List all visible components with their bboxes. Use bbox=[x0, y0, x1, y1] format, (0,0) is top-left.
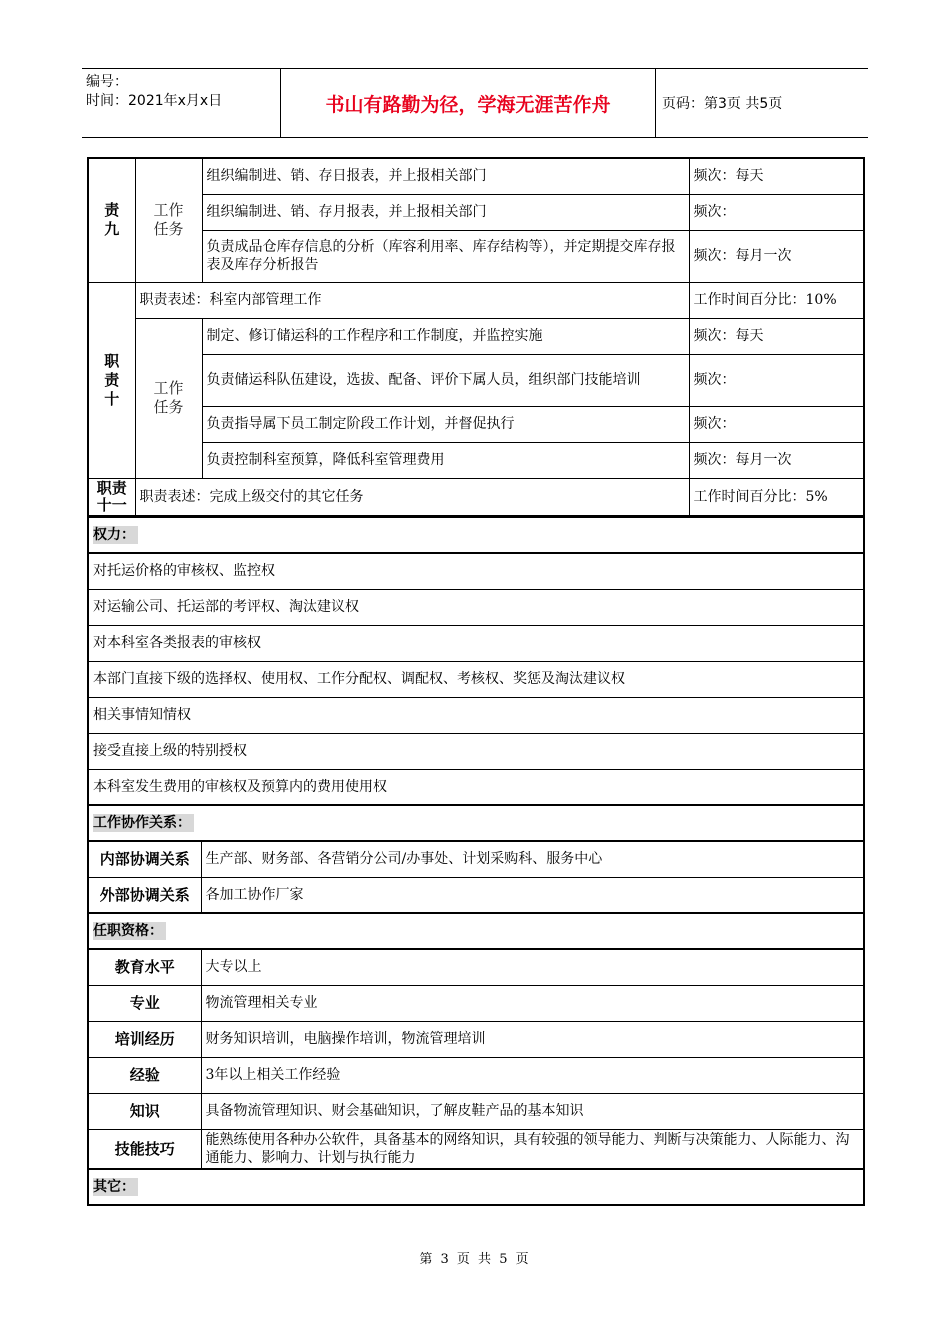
education-value: 大专以上 bbox=[201, 949, 864, 985]
duty9-freq-1: 频次：每天 bbox=[689, 158, 864, 194]
skills-label: 技能技巧 bbox=[88, 1129, 201, 1169]
power-item: 对托运价格的审核权、监控权 bbox=[88, 553, 864, 589]
duty9-task-2: 组织编制进、销、存月报表，并上报相关部门 bbox=[202, 194, 689, 230]
duty11-label: 职责 十一 bbox=[88, 478, 135, 516]
header-page-code: 页码：第3页 共5页 bbox=[662, 96, 783, 112]
training-value: 财务知识培训，电脑操作培训，物流管理培训 bbox=[201, 1021, 864, 1057]
duty10-task-1: 制定、修订储运科的工作程序和工作制度，并监控实施 bbox=[202, 318, 689, 354]
duty9-freq-3: 频次：每月一次 bbox=[689, 230, 864, 282]
internal-coordination-label: 内部协调关系 bbox=[88, 841, 201, 877]
knowledge-label: 知识 bbox=[88, 1093, 201, 1129]
header-meta bbox=[86, 73, 276, 111]
duty10-freq-2: 频次： bbox=[689, 354, 864, 406]
page-footer: 第 3 页 共 5 页 bbox=[419, 1252, 531, 1267]
header-motto: 书山有路勤为径，学海无涯苦作舟 bbox=[280, 69, 656, 137]
duty9-label: 责 九 bbox=[88, 158, 135, 282]
duty-table bbox=[87, 157, 865, 517]
duty10-task-3: 负责指导属下员工制定阶段工作计划，并督促执行 bbox=[202, 406, 689, 442]
duty10-task-label: 工作 任务 bbox=[135, 318, 202, 478]
lower-table bbox=[87, 516, 865, 1206]
duty9-task-3: 负责成品仓库存信息的分析（库容利用率、库存结构等），并定期提交库存报表及库存分析报告 bbox=[202, 230, 689, 282]
power-title: 权力： bbox=[88, 517, 864, 553]
duty11-time-pct: 工作时间百分比：5% bbox=[689, 478, 864, 516]
cooperation-title: 工作协作关系： bbox=[88, 805, 864, 841]
doc-number-label: 编号： bbox=[86, 74, 128, 90]
qualification-title: 任职资格： bbox=[88, 913, 864, 949]
page-header bbox=[82, 68, 868, 138]
duty10-task-2: 负责储运科队伍建设，选拔、配备、评价下属人员，组织部门技能培训 bbox=[202, 354, 689, 406]
power-item: 对运输公司、托运部的考评权、淘汰建议权 bbox=[88, 589, 864, 625]
duty10-freq-3: 频次： bbox=[689, 406, 864, 442]
power-item: 本科室发生费用的审核权及预算内的费用使用权 bbox=[88, 769, 864, 805]
knowledge-value: 具备物流管理知识、财会基础知识，了解皮鞋产品的基本知识 bbox=[201, 1093, 864, 1129]
skills-value: 能熟练使用各种办公软件，具备基本的网络知识，具有较强的领导能力、判断与决策能力、人际能力、沟通能力、影响力、计划与执行能力 bbox=[201, 1129, 864, 1169]
date-label: 时间：2021年x月x日 bbox=[86, 93, 223, 109]
duty11-statement: 职责表述：完成上级交付的其它任务 bbox=[135, 478, 689, 516]
duty9-freq-2: 频次： bbox=[689, 194, 864, 230]
duty10-freq-4: 频次：每月一次 bbox=[689, 442, 864, 478]
external-coordination-label: 外部协调关系 bbox=[88, 877, 201, 913]
experience-value: 3年以上相关工作经验 bbox=[201, 1057, 864, 1093]
duty10-time-pct: 工作时间百分比：10% bbox=[689, 282, 864, 318]
education-label: 教育水平 bbox=[88, 949, 201, 985]
major-value: 物流管理相关专业 bbox=[201, 985, 864, 1021]
experience-label: 经验 bbox=[88, 1057, 201, 1093]
other-title: 其它： bbox=[88, 1169, 864, 1205]
duty10-statement: 职责表述：科室内部管理工作 bbox=[135, 282, 689, 318]
external-coordination-value: 各加工协作厂家 bbox=[201, 877, 864, 913]
power-item: 本部门直接下级的选择权、使用权、工作分配权、调配权、考核权、奖惩及淘汰建议权 bbox=[88, 661, 864, 697]
power-item: 对本科室各类报表的审核权 bbox=[88, 625, 864, 661]
power-item: 相关事情知情权 bbox=[88, 697, 864, 733]
duty9-task-1: 组织编制进、销、存日报表，并上报相关部门 bbox=[202, 158, 689, 194]
training-label: 培训经历 bbox=[88, 1021, 201, 1057]
power-item: 接受直接上级的特别授权 bbox=[88, 733, 864, 769]
major-label: 专业 bbox=[88, 985, 201, 1021]
duty10-task-4: 负责控制科室预算，降低科室管理费用 bbox=[202, 442, 689, 478]
internal-coordination-value: 生产部、财务部、各营销分公司/办事处、计划采购科、服务中心 bbox=[201, 841, 864, 877]
duty10-freq-1: 频次：每天 bbox=[689, 318, 864, 354]
duty10-label: 职 责 十 bbox=[88, 282, 135, 478]
duty9-task-label: 工作 任务 bbox=[135, 158, 202, 282]
